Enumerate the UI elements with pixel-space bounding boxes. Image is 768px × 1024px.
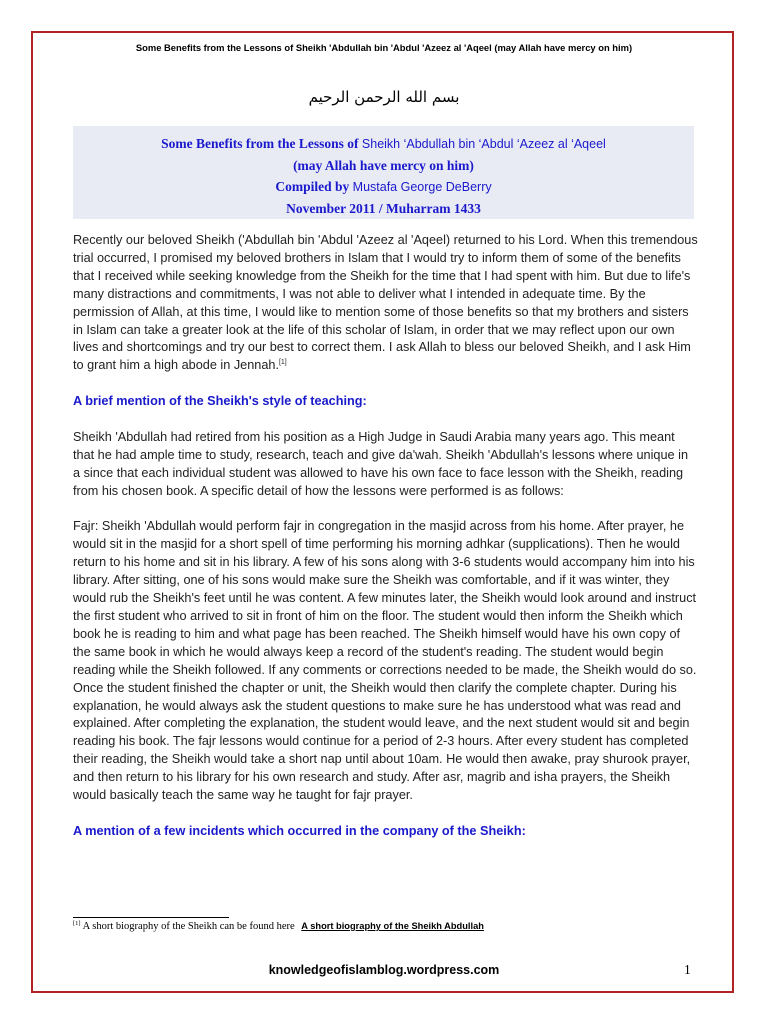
title-prefix: Some Benefits from the Lessons of bbox=[161, 136, 359, 151]
page-number: 1 bbox=[684, 962, 691, 977]
section-heading-teaching-style: A brief mention of the Sheikh's style of teaching: bbox=[73, 394, 367, 409]
retirement-paragraph: Sheikh 'Abdullah had retired from his position as a High Judge in Saudi Arabia many years ago. This meant that he had ample time to study, research, teach and give da'wah. Sheikh 'Abdullah's lessons where unique in a since that each individual student was allowed to have his own face to face lesson with the Sheikh, reading from his chosen book. A specific detail of how the lessons were performed is as follows: bbox=[73, 429, 688, 498]
running-header: Some Benefits from the Lessons of Sheikh 'Abdullah bin 'Abdul 'Azeez al 'Aqeel (may Allah have mercy on him) bbox=[135, 42, 633, 53]
footnote-ref[interactable]: [1] bbox=[278, 359, 287, 367]
title-line-1 bbox=[73, 133, 694, 155]
title-line-2: (may Allah have mercy on him) bbox=[293, 157, 474, 173]
document-body bbox=[73, 232, 698, 841]
footnote-marker: [1] bbox=[73, 920, 81, 927]
footer-website: knowledgeofislamblog.wordpress.com bbox=[268, 963, 500, 977]
title-box bbox=[73, 126, 694, 219]
compiled-by-label: Compiled by bbox=[275, 179, 350, 194]
footnote-separator bbox=[73, 917, 229, 918]
footnote bbox=[73, 921, 484, 932]
fajr-paragraph: Fajr: Sheikh 'Abdullah would perform fajr in congregation in the masjid across from his home. After prayer, he would sit in the masjid for a short spell of time performing his morning adhkar (supplications). Then he would return to his home and sit in his library. A few of his sons along with 3-6 students would accompany him into his library. After sitting, one of his sons would make sure the Sheikh was comfortable, and if it was winter, they would rub the Sheikh's feet until he was content. A few minutes later, the Sheikh would look around and instruct the first student who arrived to sit in front of him on the floor. The student would then inform the Sheikh which book he is reading to him and what page has been reached. The Sheikh himself would have his own copy of the same book in which he would always keep a record of the student's reading. The student would begin reading while the Sheikh followed. If any comments or corrections needed to be made, the Sheikh would do so. Once the student finished the chapter or unit, the Sheikh would then clarify the complete chapter. During his explanation, he would always ask the student questions to make sure he has understood what was read and explained. After completing the explanation, the student would leave, and the next student would sit and begin reading his book. The fajr lessons would continue for a period of 2-3 hours. After every student has completed their reading, the Sheikh would take a short nap until about 10am. He would then awake, pray shurook prayer, and then return to his library for his own research and study. After asr, magrib and isha prayers, the Sheikh would basically teach the same way he taught for fajr prayer. bbox=[73, 519, 697, 803]
footnote-text: A short biography of the Sheikh can be found here bbox=[82, 921, 295, 932]
intro-paragraph bbox=[73, 232, 698, 375]
intro-text: Recently our beloved Sheikh ('Abdullah bin 'Abdul 'Azeez al 'Aqeel) returned to his Lord. When this tremendous trial occurred, I promised my beloved brothers in Islam that I would try to inform them of some of the benefits that I received while seeking knowledge from the Sheikh for the time that I had spent with him. But due to life's many distractions and commitments, I was not able to deliver what I intended in adequate time. By the permission of Allah, at this time, I would like to mention some of those benefits so that my brothers and sisters in Islam can take a greater look at the life of this scholar of Islam, in order that we may reflect upon our own lives and shortcomings and try our best to correct them. I ask Allah to bless our beloved Sheikh, and I ask Him to grant him a high abode in Jennah. bbox=[73, 233, 698, 373]
compiler-name: Mustafa George DeBerry bbox=[352, 180, 492, 194]
title-date: November 2011 / Muharram 1433 bbox=[286, 200, 481, 216]
bismillah: بسم الله الرحمن الرحيم bbox=[308, 88, 460, 106]
section-heading-incidents: A mention of a few incidents which occurred in the company of the Sheikh: bbox=[73, 823, 526, 838]
biography-link[interactable]: A short biography of the Sheikh Abdullah bbox=[301, 921, 484, 931]
title-line-3 bbox=[73, 176, 694, 198]
sheikh-name: Sheikh ‘Abdullah bin ‘Abdul ‘Azeez al ‘Aqeel bbox=[361, 137, 606, 151]
